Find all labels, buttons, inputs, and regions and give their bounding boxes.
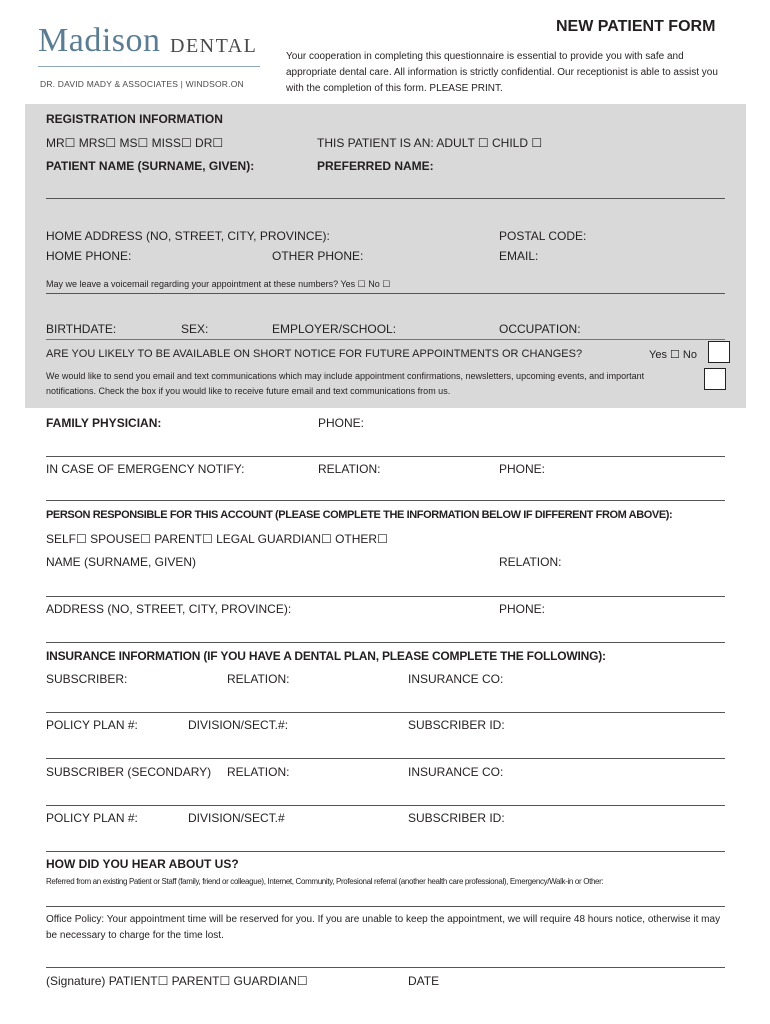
referral-heading: HOW DID YOU HEAR ABOUT US? [46,857,239,871]
logo-madison: Madison [38,22,161,59]
referral-text: Referred from an existing Patient or Staff (family, friend or colleague), Internet, Community, Profesional referral (another health care professional), Emergency/Walk-in or Other: [46,877,604,886]
employer-label: EMPLOYER/SCHOOL: [272,322,397,336]
family-physician-label: FAMILY PHYSICIAN: [46,416,162,430]
responsible-relation-label: RELATION: [499,555,562,569]
logo-subtitle: DR. DAVID MADY & ASSOCIATES | WINDSOR.ON [40,79,244,89]
email-consent-checkbox[interactable] [704,368,726,390]
registration-heading: REGISTRATION INFORMATION [46,112,223,126]
physician-line[interactable] [46,456,725,457]
intro-text: Your cooperation in completing this questionnaire is essential to provide you with safe and appropriate dental care. All information is strictly confidential. Our receptionist is able to assist you with the completion of this form. PLEASE PRINT. [286,51,718,94]
subscriber-id-label: SUBSCRIBER ID: [408,718,505,732]
subscriber-relation-label: RELATION: [227,672,290,686]
birthdate-line [46,339,725,340]
birthdate-label: BIRTHDATE: [46,322,117,336]
responsible-name-line[interactable] [46,596,725,597]
occupation-label: OCCUPATION: [499,322,581,336]
sex-label: SEX: [181,322,209,336]
subscriber-secondary-label: SUBSCRIBER (SECONDARY) [46,765,212,779]
short-notice-question: ARE YOU LIKELY TO BE AVAILABLE ON SHORT NOTICE FOR FUTURE APPOINTMENTS OR CHANGES? [46,348,583,360]
email-label: EMAIL: [499,249,539,263]
other-phone-label: OTHER PHONE: [272,249,364,263]
patient-name-line[interactable] [46,198,725,199]
email-consent-text: We would like to send you email and text communications which may include appointment confirmations, newsletters, upcoming events, and important notifications. Check the box if you would like to receive future email and text communications from us. [46,371,645,396]
subscriber-label: SUBSCRIBER: [46,672,128,686]
secondary-division-label: DIVISION/SECT.# [188,811,285,825]
emergency-phone-label: PHONE: [499,462,546,476]
insurance-heading: INSURANCE INFORMATION (IF YOU HAVE A DENTAL PLAN, PLEASE COMPLETE THE FOLLOWING): [46,649,606,663]
insurance-co-label: INSURANCE CO: [408,672,504,686]
responsible-phone-label: PHONE: [499,602,546,616]
home-phone-label: HOME PHONE: [46,249,132,263]
preferred-name-label: PREFERRED NAME: [317,159,434,173]
emergency-line[interactable] [46,500,725,501]
voicemail-question[interactable]: May we leave a voicemail regarding your appointment at these numbers? Yes ☐ No ☐ [46,279,391,289]
responsible-options[interactable]: SELF☐ SPOUSE☐ PARENT☐ LEGAL GUARDIAN☐ OTHER☐ [46,532,388,546]
postal-code-label: POSTAL CODE: [499,229,587,243]
responsible-address-label: ADDRESS (NO, STREET, CITY, PROVINCE): [46,602,292,616]
referral-line[interactable] [46,906,725,907]
signature-options[interactable]: (Signature) PATIENT☐ PARENT☐ GUARDIAN☐ [46,974,308,988]
office-policy-text: Office Policy: Your appointment time will be reserved for you. If you are unable to keep the appointment, we will require 48 hours notice, otherwise it may be necessary to charge for the time lost. [46,914,721,941]
secondary-policy-label: POLICY PLAN #: [46,811,138,825]
emergency-label: IN CASE OF EMERGENCY NOTIFY: [46,462,245,476]
short-notice-yes-no[interactable]: Yes ☐ No [649,349,697,361]
patient-type-checkboxes[interactable]: THIS PATIENT IS AN: ADULT ☐ CHILD ☐ [317,136,543,150]
responsible-name-label: NAME (SURNAME, GIVEN) [46,555,197,569]
secondary-relation-label: RELATION: [227,765,290,779]
secondary-subscriber-id-label: SUBSCRIBER ID: [408,811,505,825]
date-label: DATE [408,974,440,988]
responsible-heading: PERSON RESPONSIBLE FOR THIS ACCOUNT (PLEASE COMPLETE THE INFORMATION BELOW IF DIFFERENT FROM ABOVE): [46,509,673,521]
secondary-insurance-co-label: INSURANCE CO: [408,765,504,779]
division-label: DIVISION/SECT.#: [188,718,289,732]
voicemail-line [46,293,725,294]
secondary-subscriber-line[interactable] [46,805,725,806]
form-title: NEW PATIENT FORM [556,18,716,35]
secondary-policy-line[interactable] [46,851,725,852]
logo-dental: DENTAL [170,35,258,57]
subscriber-line[interactable] [46,712,725,713]
physician-phone-label: PHONE: [318,416,365,430]
home-address-label: HOME ADDRESS (NO, STREET, CITY, PROVINCE): [46,229,330,243]
title-checkboxes[interactable]: MR☐ MRS☐ MS☐ MISS☐ DR☐ [46,136,224,150]
policy-plan-label: POLICY PLAN #: [46,718,138,732]
responsible-address-line[interactable] [46,642,725,643]
patient-name-label: PATIENT NAME (SURNAME, GIVEN): [46,159,255,173]
signature-line[interactable] [46,967,725,968]
logo-divider [38,66,260,67]
policy-line[interactable] [46,758,725,759]
emergency-relation-label: RELATION: [318,462,381,476]
short-notice-no-checkbox[interactable] [708,341,730,363]
